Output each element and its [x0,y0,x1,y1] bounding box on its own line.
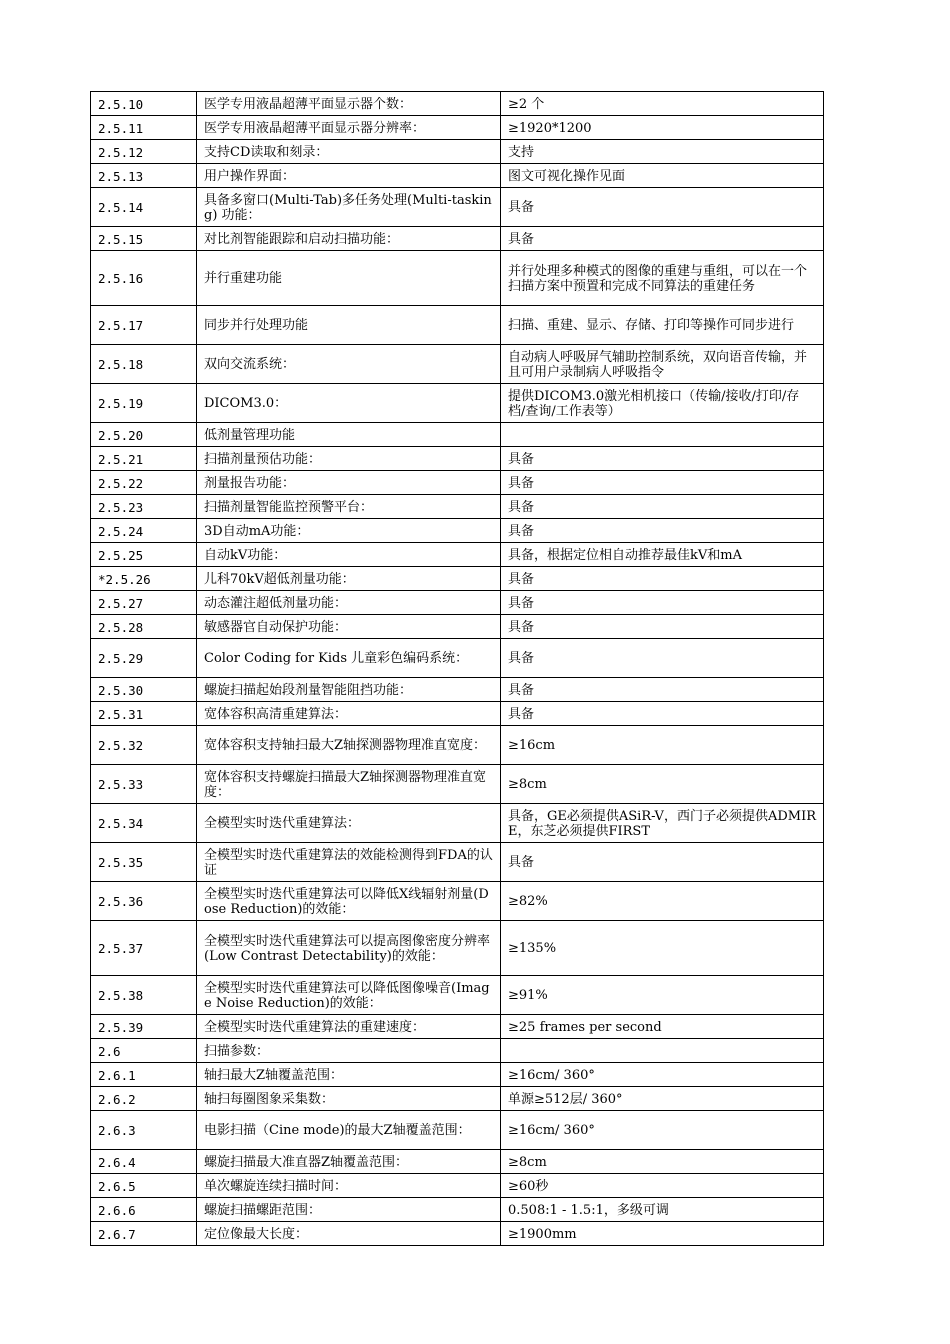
row-number: 2.5.15 [91,227,197,251]
row-value: 0.508:1 - 1.5:1，多级可调 [501,1198,824,1222]
table-row [91,1174,824,1198]
row-value: ≥82% [501,882,824,921]
table-row [91,306,824,345]
row-item: 具备多窗口(Multi-Tab)多任务处理(Multi-tasking) 功能： [197,188,501,227]
row-number: 2.5.10 [91,92,197,116]
row-item: 自动kV功能： [197,543,501,567]
row-item: 全模型实时迭代重建算法： [197,804,501,843]
row-item: 医学专用液晶超薄平面显示器个数： [197,92,501,116]
row-item: 扫描参数： [197,1039,501,1063]
row-number: 2.5.27 [91,591,197,615]
row-value: 具备 [501,615,824,639]
table-row [91,726,824,765]
row-value: 具备 [501,447,824,471]
row-item: DICOM3.0： [197,384,501,423]
row-value: 具备 [501,567,824,591]
row-item: 并行重建功能 [197,251,501,306]
row-value: 具备 [501,495,824,519]
row-item: 扫描剂量预估功能： [197,447,501,471]
row-number: 2.5.38 [91,976,197,1015]
row-value: ≥2 个 [501,92,824,116]
row-value: ≥91% [501,976,824,1015]
row-value: 具备，GE必须提供ASiR-V，西门子必须提供ADMIRE，东芝必须提供FIRST [501,804,824,843]
row-value: 提供DICOM3.0激光相机接口（传输/接收/打印/存档/查询/工作表等） [501,384,824,423]
row-value: 单源≥512层/ 360° [501,1087,824,1111]
row-value: 具备 [501,678,824,702]
table-row [91,765,824,804]
table-row [91,188,824,227]
row-value [501,1039,824,1063]
spec-table-body [91,92,824,1246]
table-row [91,591,824,615]
row-number: 2.5.16 [91,251,197,306]
row-number: 2.5.11 [91,116,197,140]
row-number: 2.5.20 [91,423,197,447]
row-value: 支持 [501,140,824,164]
table-row [91,615,824,639]
row-number: 2.6.2 [91,1087,197,1111]
row-number: 2.6.1 [91,1063,197,1087]
row-item: 医学专用液晶超薄平面显示器分辨率： [197,116,501,140]
row-item: 轴扫每圈图象采集数： [197,1087,501,1111]
row-item: 宽体容积支持轴扫最大Z轴探测器物理准直宽度： [197,726,501,765]
row-item: 同步并行处理功能 [197,306,501,345]
row-item: 螺旋扫描螺距范围： [197,1198,501,1222]
table-row [91,423,824,447]
row-number: 2.5.13 [91,164,197,188]
table-row [91,678,824,702]
row-item: 螺旋扫描起始段剂量智能阻挡功能： [197,678,501,702]
row-item: 儿科70kV超低剂量功能： [197,567,501,591]
row-item: 全模型实时迭代重建算法可以提高图像密度分辨率(Low Contrast Detectability)的效能： [197,921,501,976]
row-value: 具备 [501,639,824,678]
row-item: 扫描剂量智能监控预警平台： [197,495,501,519]
row-number: 2.5.22 [91,471,197,495]
table-row [91,251,824,306]
row-value [501,423,824,447]
row-item: 用户操作界面： [197,164,501,188]
row-item: 宽体容积高清重建算法： [197,702,501,726]
row-value: ≥135% [501,921,824,976]
row-value: 具备 [501,702,824,726]
row-value: 具备 [501,843,824,882]
row-item: 宽体容积支持螺旋扫描最大Z轴探测器物理准直宽度： [197,765,501,804]
row-item: 双向交流系统： [197,345,501,384]
row-value: 并行处理多种模式的图像的重建与重组，可以在一个扫描方案中预置和完成不同算法的重建任务 [501,251,824,306]
row-value: ≥25 frames per second [501,1015,824,1039]
row-item: 全模型实时迭代重建算法可以降低X线辐射剂量(Dose Reduction)的效能： [197,882,501,921]
row-item: 3D自动mA功能： [197,519,501,543]
row-number: 2.5.18 [91,345,197,384]
table-row [91,882,824,921]
row-number: 2.5.14 [91,188,197,227]
row-item: 动态灌注超低剂量功能： [197,591,501,615]
row-item: 剂量报告功能： [197,471,501,495]
row-number: 2.6.4 [91,1150,197,1174]
row-number: 2.6.6 [91,1198,197,1222]
row-number: 2.5.21 [91,447,197,471]
table-row [91,140,824,164]
row-item: 敏感器官自动保护功能： [197,615,501,639]
row-item: 全模型实时迭代重建算法可以降低图像噪音(Image Noise Reduction)的效能： [197,976,501,1015]
table-row [91,447,824,471]
row-number: *2.5.26 [91,567,197,591]
table-row [91,384,824,423]
row-value: 具备 [501,591,824,615]
row-value: 具备 [501,227,824,251]
table-row [91,519,824,543]
row-number: 2.5.31 [91,702,197,726]
table-row [91,567,824,591]
row-item: 单次螺旋连续扫描时间： [197,1174,501,1198]
table-row [91,471,824,495]
row-number: 2.5.12 [91,140,197,164]
spec-table [90,91,824,1246]
row-number: 2.6.5 [91,1174,197,1198]
row-number: 2.5.29 [91,639,197,678]
table-row [91,1063,824,1087]
table-row [91,639,824,678]
table-row [91,1039,824,1063]
row-item: 螺旋扫描最大准直器Z轴覆盖范围： [197,1150,501,1174]
row-value: ≥16cm [501,726,824,765]
row-item: 电影扫描（Cine mode)的最大Z轴覆盖范围： [197,1111,501,1150]
row-value: ≥1900mm [501,1222,824,1246]
table-row [91,1015,824,1039]
row-number: 2.6 [91,1039,197,1063]
table-row [91,495,824,519]
row-number: 2.5.34 [91,804,197,843]
row-number: 2.5.35 [91,843,197,882]
row-number: 2.5.23 [91,495,197,519]
row-number: 2.5.30 [91,678,197,702]
row-number: 2.6.3 [91,1111,197,1150]
row-number: 2.5.32 [91,726,197,765]
row-item: 轴扫最大Z轴覆盖范围： [197,1063,501,1087]
table-row [91,843,824,882]
row-value: 具备 [501,519,824,543]
row-number: 2.5.19 [91,384,197,423]
row-item: 定位像最大长度： [197,1222,501,1246]
table-row [91,702,824,726]
row-value: 自动病人呼吸屏气辅助控制系统，双向语音传输，并且可用户录制病人呼吸指令 [501,345,824,384]
row-number: 2.5.39 [91,1015,197,1039]
table-row [91,92,824,116]
row-item: 对比剂智能跟踪和启动扫描功能： [197,227,501,251]
row-value: 具备，根据定位相自动推荐最佳kV和mA [501,543,824,567]
table-row [91,345,824,384]
row-value: 扫描、重建、显示、存储、打印等操作可同步进行 [501,306,824,345]
row-value: ≥8cm [501,765,824,804]
row-item: 支持CD读取和刻录： [197,140,501,164]
row-value: 具备 [501,188,824,227]
table-row [91,543,824,567]
table-row [91,1222,824,1246]
row-value: 图文可视化操作见面 [501,164,824,188]
table-row [91,976,824,1015]
row-value: ≥16cm/ 360° [501,1111,824,1150]
row-number: 2.5.25 [91,543,197,567]
row-number: 2.5.33 [91,765,197,804]
row-value: 具备 [501,471,824,495]
row-value: ≥8cm [501,1150,824,1174]
row-item: 全模型实时迭代重建算法的重建速度： [197,1015,501,1039]
table-row [91,1087,824,1111]
table-row [91,1111,824,1150]
row-value: ≥16cm/ 360° [501,1063,824,1087]
row-number: 2.5.36 [91,882,197,921]
row-item: Color Coding for Kids 儿童彩色编码系统： [197,639,501,678]
table-row [91,227,824,251]
row-value: ≥60秒 [501,1174,824,1198]
table-row [91,804,824,843]
table-row [91,164,824,188]
table-row [91,921,824,976]
row-number: 2.5.28 [91,615,197,639]
row-number: 2.5.37 [91,921,197,976]
row-number: 2.5.17 [91,306,197,345]
row-item: 低剂量管理功能 [197,423,501,447]
row-value: ≥1920*1200 [501,116,824,140]
table-row [91,116,824,140]
table-row [91,1198,824,1222]
row-item: 全模型实时迭代重建算法的效能检测得到FDA的认证 [197,843,501,882]
table-row [91,1150,824,1174]
row-number: 2.6.7 [91,1222,197,1246]
row-number: 2.5.24 [91,519,197,543]
